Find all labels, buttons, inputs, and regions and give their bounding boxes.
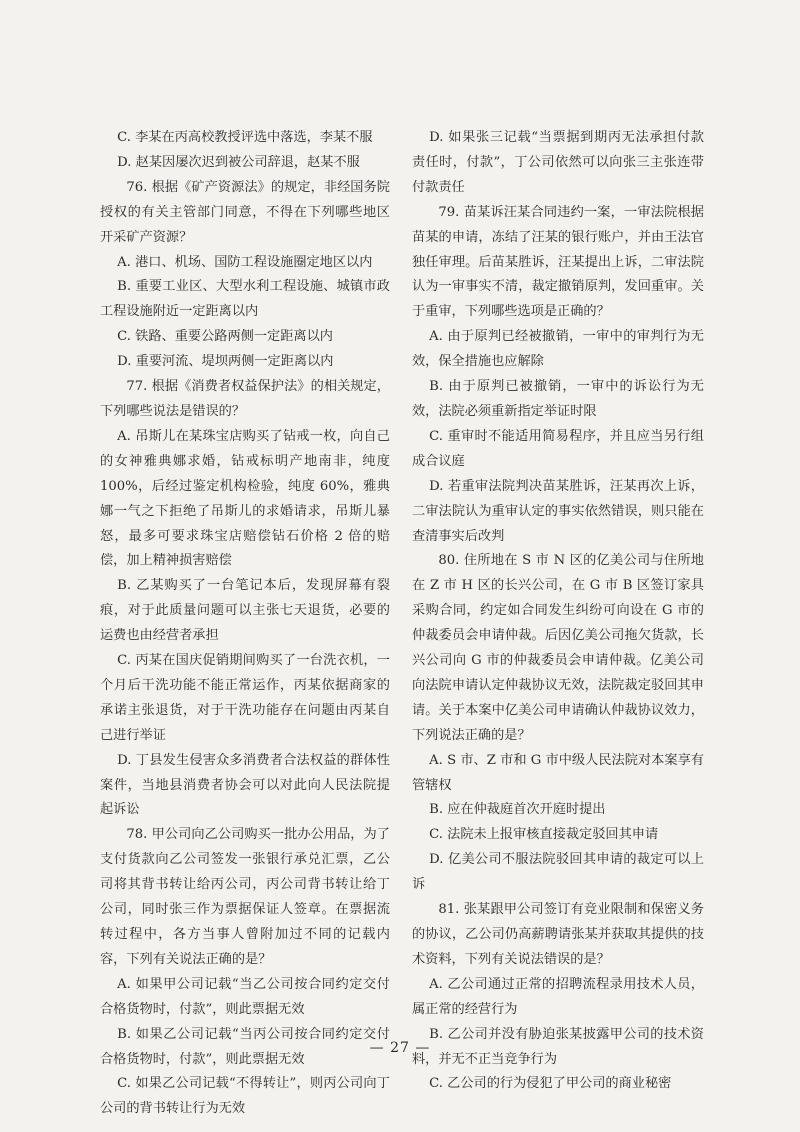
question-stem: 78. 甲公司向乙公司购买一批办公用品，为了支付货款向乙公司签发一张银行承兑汇票，乙公司将其背书转让给丙公司，丙公司背书转让给丁公司，同时张三作为票据保证人签章。在票据流转过程中，各方当事人曾附加过不同的记载内容，下列有关说法正确的是？ — [100, 827, 390, 967]
right-column — [412, 126, 704, 1097]
answer-option: A. 由于原判已经被撤销，一审中的审判行为无效，保全措施也应解除 — [412, 329, 704, 370]
answer-option: C. 李某在丙高校教授评选中落选，李某不服 — [117, 130, 373, 145]
answer-option: B. 重要工业区、大型水利工程设施、城镇市政工程设施附近一定距离以内 — [100, 279, 390, 320]
answer-option: A. S 市、Z 市和 G 市中级人民法院对本案享有管辖权 — [412, 752, 704, 793]
question-stem: 77. 根据《消费者权益保护法》的相关规定，下列哪些说法是错误的？ — [100, 379, 390, 419]
answer-option: B. 乙某购买了一台笔记本后，发现屏幕有裂痕，对于此质量问题可以主张七天退货，必要的运费也由经营者承担 — [100, 578, 390, 644]
left-column — [100, 126, 390, 1122]
answer-option: A. 吊斯儿在某珠宝店购买了钻戒一枚，向自己的女神雅典娜求婚，钻戒标明产地南非，纯度 100%，后经过鉴定机构检验，纯度 60%，雅典娜一气之下拒绝了吊斯儿的求婚请求，吊斯儿暴怒，最多可要求珠宝店赔偿钻石价格 2 倍的赔偿，加上精神损害赔偿 — [100, 428, 390, 569]
answer-option: C. 如果乙公司记载“不得转让”，则丙公司向丁公司的背书转让行为无效 — [100, 1076, 390, 1117]
answer-option: B. 由于原判已被撤销，一审中的诉讼行为无效，法院必须重新指定举证时限 — [412, 379, 704, 419]
answer-option: C. 丙某在国庆促销期间购买了一台洗衣机，一个月后干洗功能不能正常运作，丙某依据商家的承诺主张退货，对于干洗功能存在问题由丙某自己进行举证 — [100, 653, 390, 743]
answer-option: D. 若重审法院判决苗某胜诉，汪某再次上诉，二审法院认为重审认定的事实依然错误，则只能在查清事实后改判 — [412, 478, 704, 544]
question-stem: 81. 张某跟甲公司签订有竞业限制和保密义务的协议，乙公司仍高薪聘请张某并获取其提供的技术资料，下列有关说法错误的是？ — [412, 902, 704, 967]
answer-option: D. 如果张三记载“当票据到期丙无法承担付款责任时，付款”，丁公司依然可以向张三主张连带付款责任 — [412, 130, 704, 195]
answer-option: C. 铁路、重要公路两侧一定距离以内 — [117, 329, 333, 345]
answer-option: C. 乙公司的行为侵犯了甲公司的商业秘密 — [429, 1076, 672, 1092]
answer-option: B. 如果乙公司记载“当丙公司按合同约定交付合格货物时，付款”，则此票据无效 — [100, 1026, 390, 1067]
answer-option: A. 乙公司通过正常的招聘流程录用技术人员，属正常的经营行为 — [412, 976, 704, 1017]
answer-option: A. 港口、机场、国防工程设施圈定地区以内 — [117, 254, 373, 270]
answer-option: B. 乙公司并没有胁迫张某披露甲公司的技术资料，并无不正当竞争行为 — [412, 1026, 704, 1067]
question-stem: 79. 苗某诉汪某合同违约一案，一审法院根据苗某的申请，冻结了汪某的银行账户，并由王法官独任审理。后苗某胜诉，汪某提出上诉，二审法院认为一审事实不清，裁定撤销原判，发回重审。关于重审，下列哪些选项是正确的？ — [412, 204, 704, 320]
answer-option: B. 应在仲裁庭首次开庭时提出 — [429, 802, 606, 818]
answer-option: C. 重审时不能适用简易程序，并且应当另行组成合议庭 — [412, 428, 704, 469]
page-number: — 27 — — [369, 1040, 431, 1056]
answer-option: D. 重要河流、堤坝两侧一定距离以内 — [117, 354, 334, 370]
answer-option: D. 丁县发生侵害众多消费者合法权益的群体性案件，当地县消费者协会可以对此向人民法院提起诉讼 — [100, 752, 390, 818]
answer-option: D. 亿美公司不服法院驳回其申请的裁定可以上诉 — [412, 852, 704, 893]
answer-option: A. 如果甲公司记载“当乙公司按合同约定交付合格货物时，付款”，则此票据无效 — [100, 976, 390, 1017]
answer-option: C. 法院未上报审核直接裁定驳回其申请 — [429, 827, 659, 843]
question-stem: 76. 根据《矿产资源法》的规定，非经国务院授权的有关主管部门同意，不得在下列哪些地区开采矿产资源？ — [100, 179, 390, 245]
answer-option: D. 赵某因屡次迟到被公司辞退，赵某不服 — [117, 154, 360, 170]
question-stem: 80. 住所地在 S 市 N 区的亿美公司与住所地在 Z 市 H 区的长兴公司，在 G 市 B 区签订家具采购合同，约定如合同发生纠纷可向设在 G 市的仲裁委员会申请仲裁。后因亿美公司拖欠货款，长兴公司向 G 市的仲裁委员会申请仲裁。亿美公司向法院申请认定仲裁协议无效，法院裁定驳回其申请。关于本案中亿美公司申请确认仲裁协议效力，下列说法正确的是？ — [412, 553, 704, 743]
